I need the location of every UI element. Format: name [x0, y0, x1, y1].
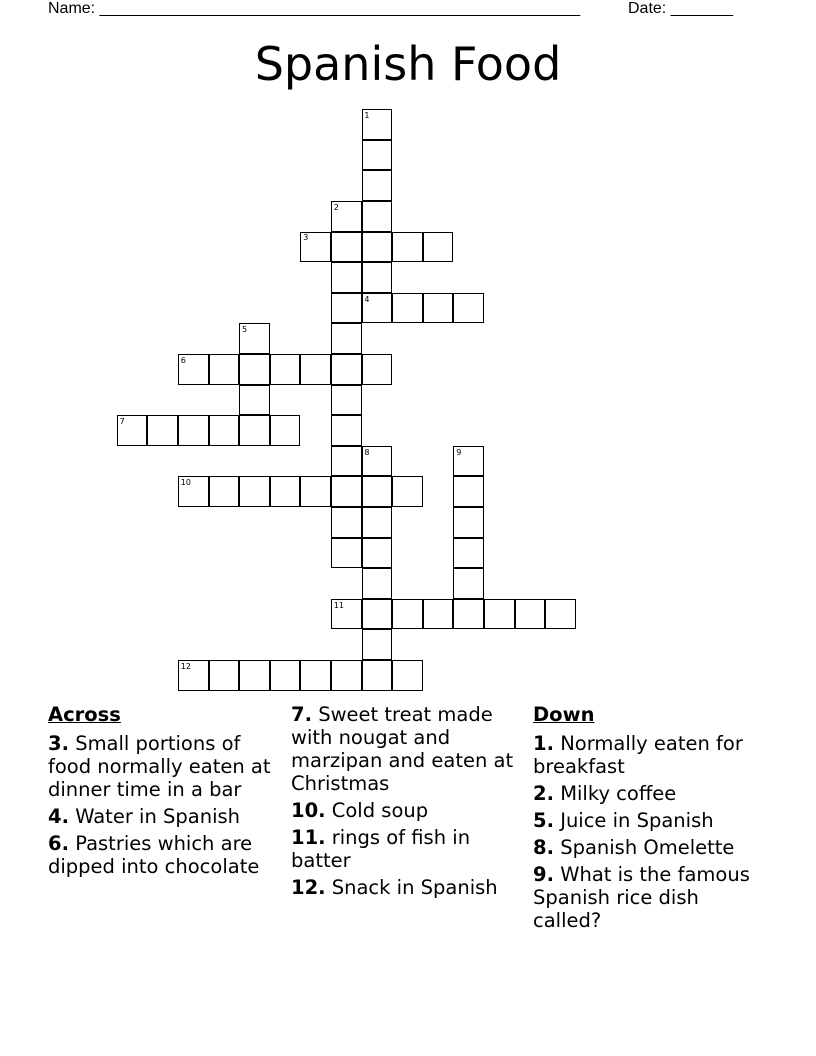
grid-cell[interactable]: [209, 660, 240, 691]
grid-cell[interactable]: [331, 385, 362, 416]
down-clue-9: [533, 863, 755, 932]
clue-text: Normally eaten for breakfast: [533, 732, 743, 778]
clue-text: Water in Spanish: [75, 805, 241, 828]
across-clue-6: [48, 832, 272, 878]
clue-number: 1.: [533, 732, 554, 755]
down-clue-2: [533, 782, 755, 805]
grid-cell[interactable]: [300, 660, 331, 691]
grid-cell[interactable]: [239, 660, 270, 691]
grid-cell[interactable]: [331, 232, 362, 263]
down-heading: Down: [533, 703, 595, 726]
across-clue-11: [291, 826, 515, 872]
clue-text: Juice in Spanish: [560, 809, 714, 832]
grid-cell[interactable]: [331, 538, 362, 569]
grid-cell[interactable]: [178, 415, 209, 446]
grid-cell[interactable]: [515, 599, 546, 630]
clue-number-label: 10: [180, 478, 191, 488]
grid-cell[interactable]: [331, 446, 362, 477]
clue-number: 5.: [533, 809, 554, 832]
grid-cell[interactable]: [423, 232, 454, 263]
clue-number-label: 4: [364, 294, 370, 304]
grid-cell[interactable]: [423, 599, 454, 630]
clue-number: 4.: [48, 805, 69, 828]
clue-text: Milky coffee: [560, 782, 677, 805]
clue-number-label: 9: [456, 447, 462, 457]
grid-cell[interactable]: [239, 354, 270, 385]
grid-cell[interactable]: [453, 507, 484, 538]
clue-number: 9.: [533, 863, 554, 886]
puzzle-title: Spanish Food: [254, 37, 562, 91]
grid-cell[interactable]: [147, 415, 178, 446]
across-clue-10: [291, 799, 515, 822]
grid-cell[interactable]: [239, 415, 270, 446]
grid-cell[interactable]: [270, 415, 301, 446]
grid-cell[interactable]: [392, 476, 423, 507]
clue-number: 2.: [533, 782, 554, 805]
grid-cell[interactable]: [209, 415, 240, 446]
clue-number: 8.: [533, 836, 554, 859]
grid-cell[interactable]: [362, 476, 393, 507]
down-clue-1: [533, 732, 755, 778]
clue-text: Small portions of food normally eaten at dinner time in a bar: [48, 732, 271, 801]
clue-number-label: 8: [364, 447, 370, 457]
grid-cell[interactable]: [300, 354, 331, 385]
date-field-label: Date: _______: [628, 0, 733, 17]
grid-cell[interactable]: [545, 599, 576, 630]
clues-column-2: [291, 703, 515, 903]
clues-column-3: [533, 703, 755, 936]
grid-cell[interactable]: [270, 354, 301, 385]
grid-cell[interactable]: [331, 323, 362, 354]
across-clue-3: [48, 732, 272, 801]
grid-cell[interactable]: [392, 599, 423, 630]
grid-cell[interactable]: [453, 568, 484, 599]
grid-cell[interactable]: [453, 293, 484, 324]
name-field-label: Name: ______________________________________________________: [48, 0, 581, 17]
clue-text: Snack in Spanish: [331, 876, 498, 899]
grid-cell[interactable]: [362, 507, 393, 538]
clues-column-1: [48, 703, 272, 882]
across-clue-12: [291, 876, 515, 899]
across-heading: Across: [48, 703, 121, 726]
grid-cell[interactable]: [362, 354, 393, 385]
across-clue-7: [291, 703, 515, 795]
clue-text: Spanish Omelette: [560, 836, 735, 859]
clue-number-label: 3: [303, 233, 309, 243]
grid-cell[interactable]: [331, 262, 362, 293]
grid-cell[interactable]: [392, 232, 423, 263]
across-clue-4: [48, 805, 272, 828]
grid-cell[interactable]: [331, 507, 362, 538]
grid-cell[interactable]: [331, 660, 362, 691]
clue-number-label: 7: [119, 417, 125, 426]
grid-cell[interactable]: [331, 415, 362, 446]
grid-cell[interactable]: [392, 660, 423, 691]
grid-cell[interactable]: [331, 293, 362, 324]
grid-cell[interactable]: [362, 629, 393, 660]
down-clue-8: [533, 836, 755, 859]
clue-number: 6.: [48, 832, 69, 855]
clue-number-label: 12: [180, 661, 191, 671]
clue-number-label: 1: [364, 111, 370, 120]
grid-cell[interactable]: [362, 262, 393, 293]
clue-number: 11.: [291, 826, 326, 849]
grid-cell[interactable]: [484, 599, 515, 630]
grid-cell[interactable]: [239, 385, 270, 416]
grid-cell[interactable]: [362, 201, 393, 232]
clue-number: 3.: [48, 732, 69, 755]
grid-cell[interactable]: [362, 232, 393, 263]
clue-number-label: 2: [333, 202, 339, 212]
grid-cell[interactable]: [270, 476, 301, 507]
clue-text: rings of fish in batter: [291, 826, 471, 872]
clue-text: What is the famous Spanish rice dish called?: [533, 863, 750, 932]
grid-cell[interactable]: [362, 660, 393, 691]
grid-cell[interactable]: [270, 660, 301, 691]
down-clue-5: [533, 809, 755, 832]
grid-cell[interactable]: [423, 293, 454, 324]
grid-cell[interactable]: [392, 293, 423, 324]
grid-cell[interactable]: [362, 568, 393, 599]
grid-cell[interactable]: [362, 170, 393, 201]
grid-cell[interactable]: [362, 140, 393, 171]
clue-number-label: 5: [242, 325, 248, 335]
clue-number: 10.: [291, 799, 326, 822]
grid-cell[interactable]: [300, 476, 331, 507]
grid-cell[interactable]: [209, 476, 240, 507]
clue-number-label: 11: [333, 600, 344, 610]
clue-text: Pastries which are dipped into chocolate: [48, 832, 260, 878]
grid-cell[interactable]: [331, 476, 362, 507]
clue-text: Cold soup: [331, 799, 429, 822]
clue-number-label: 6: [180, 355, 186, 365]
clue-number: 7.: [291, 703, 312, 726]
clue-text: Sweet treat made with nougat and marzipan and eaten at Christmas: [291, 703, 514, 795]
grid-cell[interactable]: [453, 538, 484, 569]
grid-cell[interactable]: [453, 599, 484, 630]
grid-cell[interactable]: [362, 599, 393, 630]
grid-cell[interactable]: [453, 476, 484, 507]
grid-cell[interactable]: [331, 354, 362, 385]
grid-cell[interactable]: [239, 476, 270, 507]
clue-number: 12.: [291, 876, 326, 899]
grid-cell[interactable]: [209, 354, 240, 385]
grid-cell[interactable]: [362, 538, 393, 569]
